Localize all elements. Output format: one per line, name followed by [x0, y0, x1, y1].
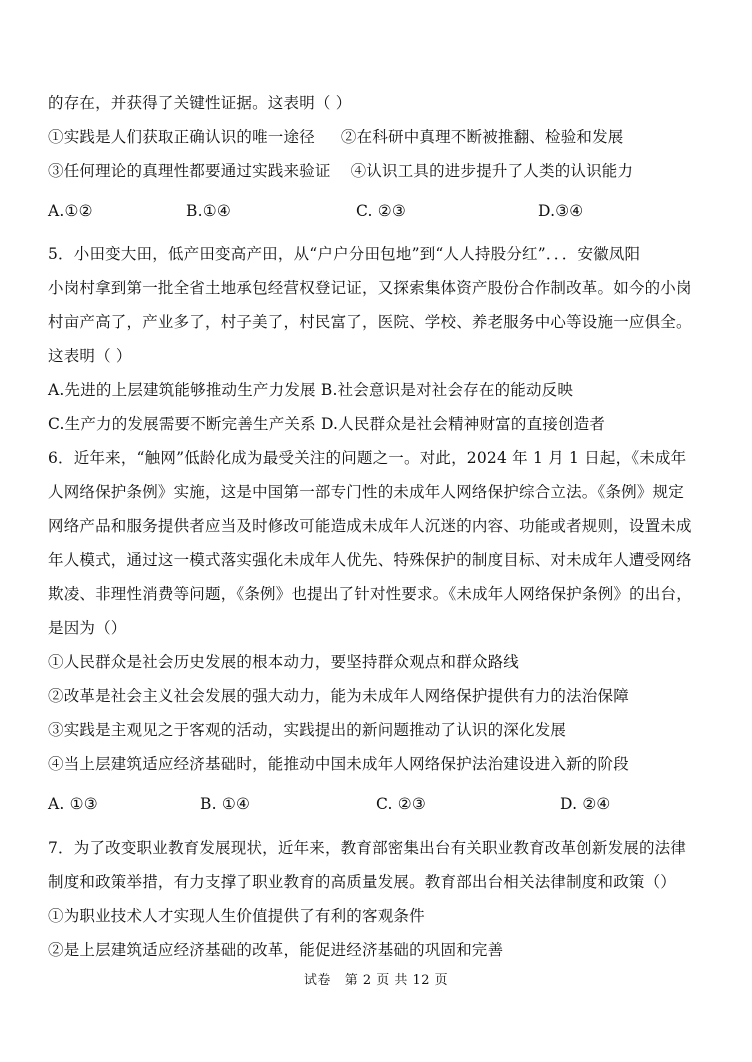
- q5-line-4: 这表明（ ）: [48, 347, 132, 365]
- q6-line-5: 欺凌、非理性消费等问题，《条例》也提出了针对性要求。《未成年人网络保护条例》的出台，: [48, 585, 692, 603]
- q4-option-b[interactable]: B.①④: [186, 202, 231, 220]
- q5-line-3: 村亩产高了，产业多了，村子美了，村民富了，医院、学校、养老服务中心等设施一应俱全。: [48, 313, 692, 331]
- q7-line-1: 7．为了改变职业教育发展现状，近年来，教育部密集出台有关职业教育改革创新发展的法律: [48, 839, 687, 857]
- q4-item-4: ④认识工具的进步提升了人类的认识能力: [350, 162, 634, 180]
- q4-items-row1: [48, 127, 708, 147]
- q6-line-6: 是因为（）: [48, 619, 127, 637]
- q6-item-3: ③实践是主观见之于客观的活动，实践提出的新问题推动了认识的深化发展: [48, 721, 567, 739]
- q7-line-2: 制度和政策举措，有力支撑了职业教育的高质量发展。教育部出台相关法律制度和政策（）: [48, 873, 677, 891]
- q4-item-2: ②在科研中真理不断被推翻、检验和发展: [340, 128, 624, 146]
- q4-stem: 的存在，并获得了关键性证据。这表明（ ）: [48, 94, 352, 112]
- q5-line-2: 小岗村拿到第一批全省土地承包经营权登记证，又探索集体资产股份合作制改革。如今的小岗: [48, 279, 692, 297]
- q6-line-3: 网络产品和服务提供者应当及时修改可能造成未成年人沉迷的内容、功能或者规则，设置未成: [48, 517, 692, 535]
- q7-item-1: ①为职业技术人才实现人生价值提供了有利的客观条件: [48, 907, 425, 925]
- q4-options: [48, 201, 708, 221]
- q5-option-ab[interactable]: A.先进的上层建筑能够推动生产力发展 B.社会意识是对社会存在的能动反映: [48, 381, 574, 399]
- q6-line-4: 年人模式，通过这一模式落实强化未成年人优先、特殊保护的制度目标、对未成年人遭受网络: [48, 551, 692, 569]
- q6-options: [48, 794, 708, 814]
- q6-option-a[interactable]: A. ①③: [48, 795, 98, 813]
- q7-item-2: ②是上层建筑适应经济基础的改革，能促进经济基础的巩固和完善: [48, 941, 504, 959]
- q5-option-cd[interactable]: C.生产力的发展需要不断完善生产关系 D.人民群众是社会精神财富的直接创造者: [48, 415, 606, 433]
- q6-option-b[interactable]: B. ①④: [200, 795, 251, 813]
- q4-item-3: ③任何理论的真理性都要通过实践来验证: [48, 162, 331, 180]
- q4-item-1: ①实践是人们获取正确认识的唯一途径: [48, 128, 315, 146]
- q4-items-row2: [48, 161, 708, 181]
- q5-line-1: 5．小田变大田，低产田变高产田，从“户户分田包地”到“人人持股分红”．．．安徽凤阳: [48, 245, 641, 263]
- q6-item-4: ④当上层建筑适应经济基础时，能推动中国未成年人网络保护法治建设进入新的阶段: [48, 755, 629, 773]
- q4-option-d[interactable]: D.③④: [538, 202, 584, 220]
- q6-option-d[interactable]: D. ②④: [560, 795, 611, 813]
- q6-item-1: ①人民群众是社会历史发展的根本动力，要坚持群众观点和群众路线: [48, 653, 520, 671]
- q6-option-c[interactable]: C. ②③: [376, 795, 426, 813]
- q6-item-2: ②改革是社会主义社会发展的强大动力，能为未成年人网络保护提供有力的法治保障: [48, 687, 629, 705]
- q6-line-1: 6．近年来，“触网”低龄化成为最受关注的问题之一。对此，2024 年 1 月 1 日起，《未成年: [48, 449, 687, 467]
- page-footer: 试卷 第 2 页 共 12 页: [303, 973, 449, 988]
- q4-option-c[interactable]: C. ②③: [356, 202, 406, 220]
- q4-option-a[interactable]: A.①②: [48, 202, 93, 220]
- q6-line-2: 人网络保护条例》实施，这是中国第一部专门性的未成年人网络保护综合立法。《条例》规定: [48, 483, 684, 501]
